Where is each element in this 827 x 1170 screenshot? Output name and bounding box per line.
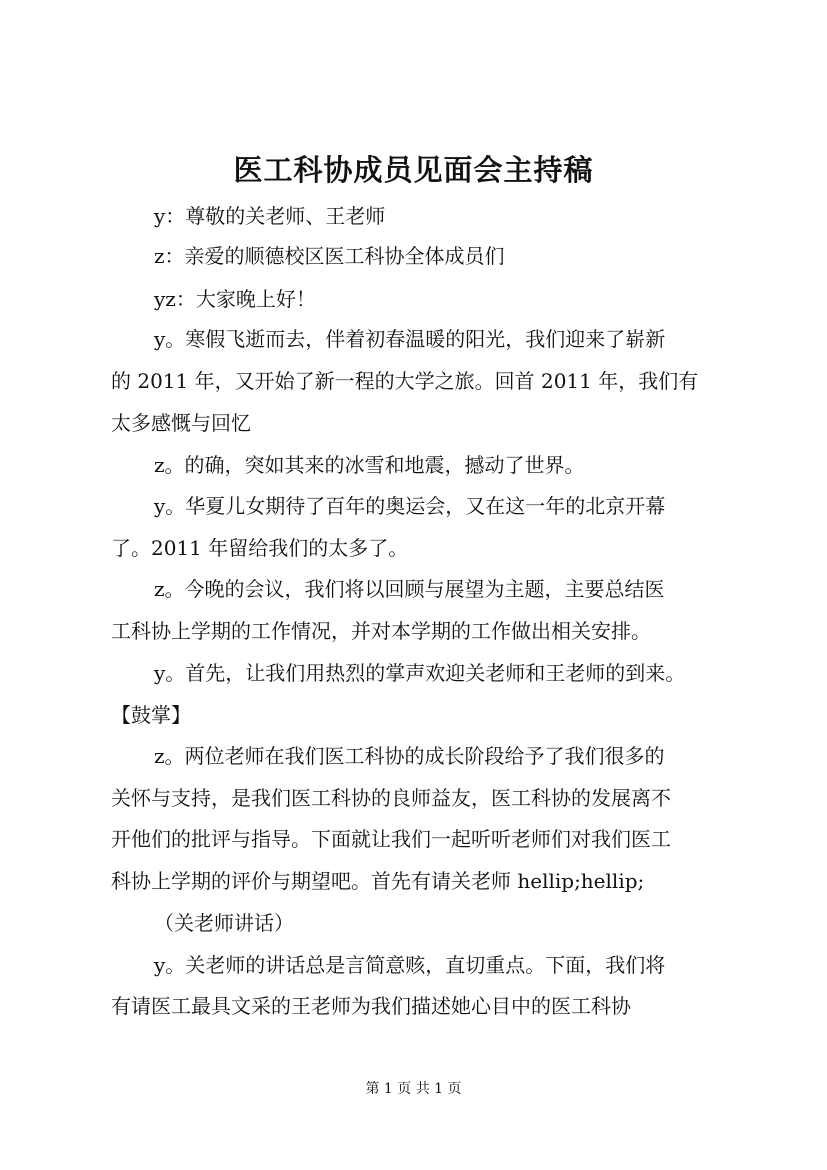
text-line: 的 2011 年，又开始了新一程的大学之旅。回首 2011 年，我们有 [111,369,699,393]
text-line: z。两位老师在我们医工科协的成长阶段给予了我们很多的 [154,744,665,768]
text-line: 了。2011 年留给我们的太多了。 [111,536,409,560]
text-line: y。首先，让我们用热烈的掌声欢迎关老师和王老师的到来。 [154,661,686,685]
text-line: 开他们的批评与指导。下面就让我们一起听听老师们对我们医工 [111,827,671,851]
text-line: z。今晚的会议，我们将以回顾与展望为主题，主要总结医 [154,577,665,601]
text-line: 工科协上学期的工作情况，并对本学期的工作做出相关安排。 [111,619,651,643]
page-number-footer: 第 1 页 共 1 页 [365,1081,462,1097]
text-line: 关怀与支持，是我们医工科协的良师益友，医工科协的发展离不 [111,786,671,810]
text-line: y。关老师的讲话总是言简意赅，直切重点。下面，我们将 [154,953,666,977]
text-line: y。寒假飞逝而去，伴着初春温暖的阳光，我们迎来了崭新 [154,327,666,351]
text-line: （关老师讲话） [154,911,294,935]
text-line: y：尊敬的关老师、王老师 [154,204,386,228]
text-line: 【鼓掌】 [111,703,191,727]
page-title: 医工科协成员见面会主持稿 [233,153,594,187]
text-line: z：亲爱的顺德校区医工科协全体成员们 [154,244,505,268]
text-line: z。的确，突如其来的冰雪和地震，撼动了世界。 [154,453,585,477]
text-line: yz：大家晚上好！ [154,287,316,311]
text-line: y。华夏儿女期待了百年的奥运会，又在这一年的北京开幕 [154,494,666,518]
text-line: 太多感慨与回忆 [111,411,251,435]
text-line: 科协上学期的评价与期望吧。首先有请关老师 hellip;hellip; [111,869,645,893]
text-line: 有请医工最具文采的王老师为我们描述她心目中的医工科协 [111,994,631,1018]
